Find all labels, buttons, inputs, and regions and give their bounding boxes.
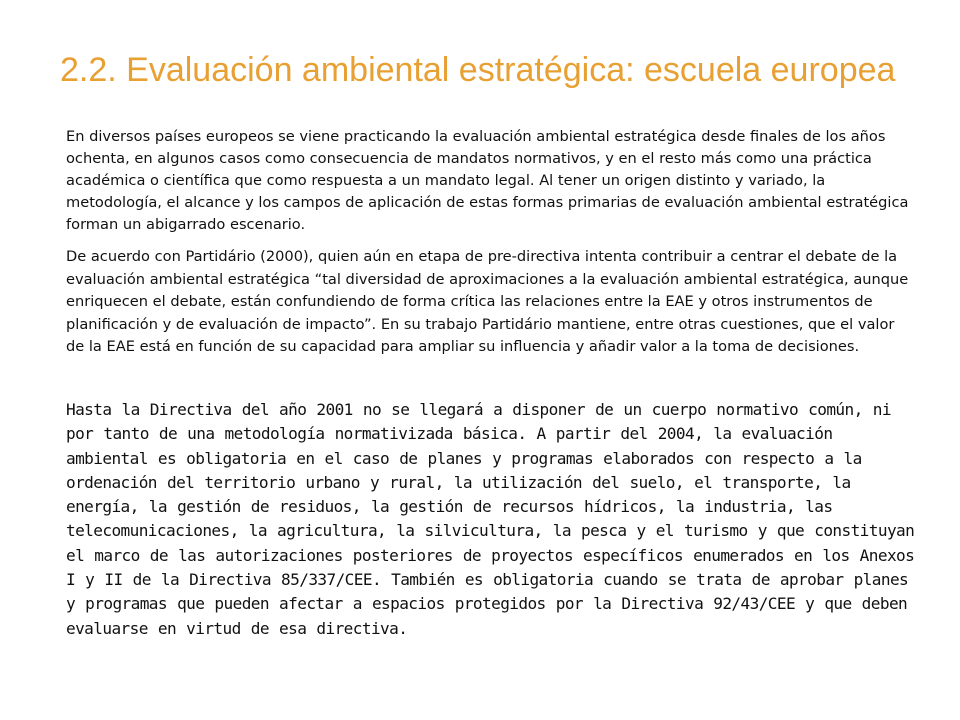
paragraph-partidario: De acuerdo con Partidário (2000), quien aún en etapa de pre-directiva intenta contribuir a centrar el debate de la evaluación ambiental estratégica “tal diversidad de aproximaciones a la evaluación ambiental estratégica, aunque enriquecen el debate, están confundiendo de forma crítica las relaciones entre la EAE y otros instrumentos de planificación y de evaluación de impacto”. En su trabajo Partidário mantiene, entre otras cuestiones, que el valor de la EAE está en función de su capacidad para ampliar su influencia y añadir valor a la toma de decisiones. (66, 248, 909, 356)
slide-title: 2.2. Evaluación ambiental estratégica: escuela europea (60, 51, 896, 89)
paragraph-intro: En diversos países europeos se viene practicando la evaluación ambiental estratégica desde finales de los años ochenta, en algunos casos como consecuencia de mandatos normativos, y en el resto más como una práctica académica o científica que como respuesta a un mandato legal. Al tener un origen distinto y variado, la metodología, el alcance y los campos de aplicación de estas formas primarias de evaluación ambiental estratégica forman un abigarrado escenario. (66, 128, 909, 233)
paragraph-directiva: Hasta la Directiva del año 2001 no se llegará a disponer de un cuerpo normativo común, ni por tanto de una metodología normativizada básica. A partir del 2004, la evaluación ambiental es obligatoria en el caso de planes y programas elaborados con respecto a la ordenación del territorio urbano y rural, la utilización del suelo, el transporte, la energía, la gestión de residuos, la gestión de recursos hídricos, la industria, las telecomunicaciones, la agricultura, la silvicultura, la pesca y el turismo y que constituyan el marco de las autorizaciones posteriores de proyectos específicos enumerados en los Anexos I y II de la Directiva 85/337/CEE. También es obligatoria cuando se trata de aprobar planes y programas que pueden afectar a espacios protegidos por la Directiva 92/43/CEE y que deben evaluarse en virtud de esa directiva. (66, 400, 915, 638)
